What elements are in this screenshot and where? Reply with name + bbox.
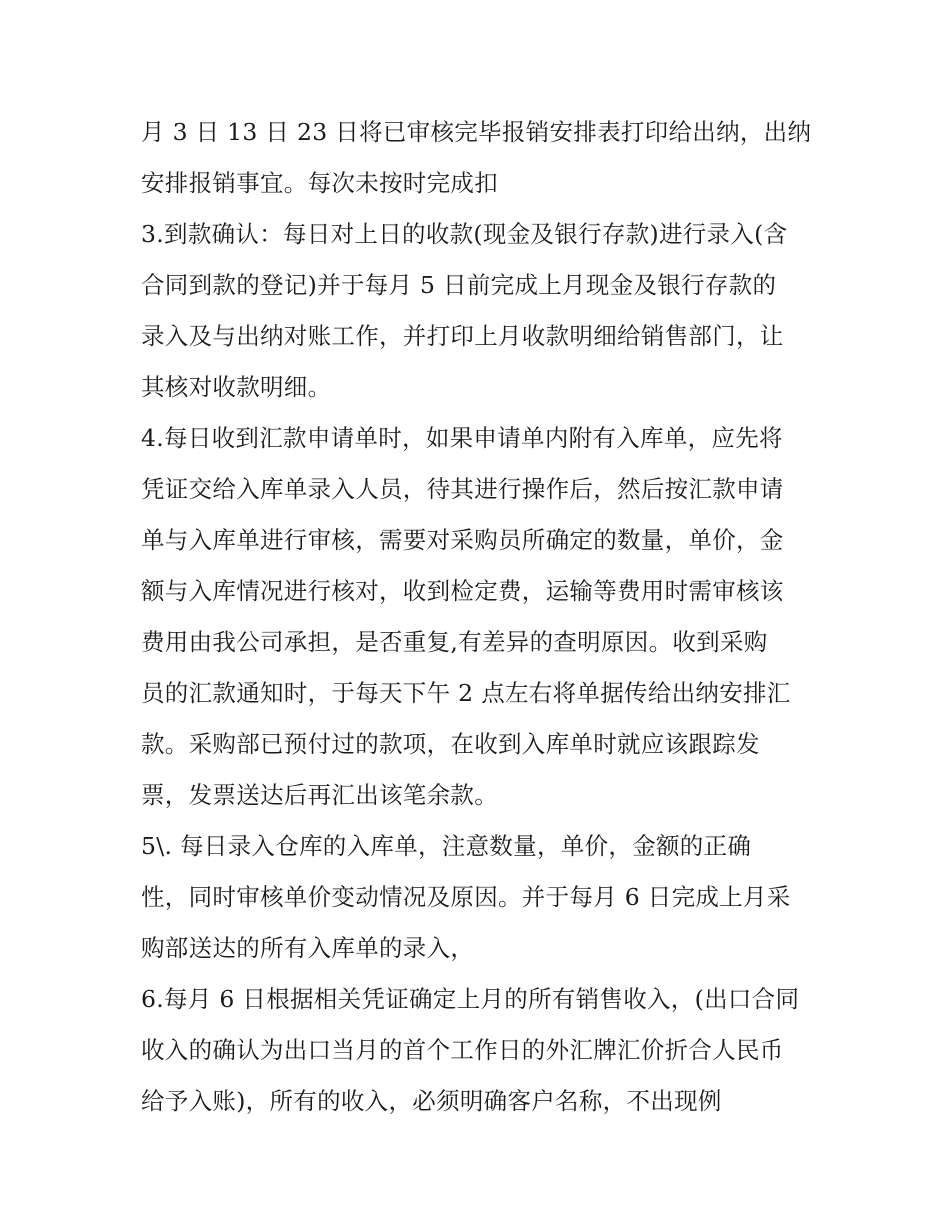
text-line: 性，同时审核单价变动情况及原因。并于每月 6 日完成上月采 [141, 883, 791, 911]
text-line: 6.每月 6 日根据相关凭证确定上月的所有销售收入，(出口合同 [141, 985, 800, 1013]
text-line: 给予入账)，所有的收入，必须明确客户名称，不出现例 [141, 1087, 722, 1115]
text-line: 录入及与出纳对账工作，并打印上月收款明细给销售部门，让 [141, 322, 784, 350]
text-line: 款。采购部已预付过的款项，在收到入库单时就应该跟踪发 [141, 730, 760, 758]
text-line: 安排报销事宜。每次未按时完成扣 [141, 169, 498, 197]
text-line: 其核对收款明细。 [141, 373, 332, 401]
text-line: 费用由我公司承担，是否重复,有差异的查明原因。收到采购 [141, 628, 768, 656]
text-line: 凭证交给入库单录入人员，待其进行操作后，然后按汇款申请 [141, 475, 784, 503]
document-body [141, 107, 821, 1127]
text-line: 月 3 日 13 日 23 日将已审核完毕报销安排表打印给出纳，出纳 [141, 118, 812, 146]
text-line: 3.到款确认：每日对上日的收款(现金及银行存款)进行录入(含 [141, 220, 788, 248]
text-line: 票，发票送达后再汇出该笔余款。 [141, 781, 498, 809]
text-line: 5\. 每日录入仓库的入库单，注意数量，单价，金额的正确 [141, 832, 752, 860]
text-line: 合同到款的登记)并于每月 5 日前完成上月现金及银行存款的 [141, 271, 777, 299]
text-line: 4.每日收到汇款申请单时，如果申请单内附有入库单，应先将 [141, 424, 783, 452]
text-line: 收入的确认为出口当月的首个工作日的外汇牌汇价折合人民币 [141, 1036, 784, 1064]
text-line: 额与入库情况进行核对，收到检定费，运输等费用时需审核该 [141, 577, 784, 605]
text-line: 单与入库单进行审核，需要对采购员所确定的数量，单价，金 [141, 526, 784, 554]
text-line: 购部送达的所有入库单的录入， [141, 934, 475, 962]
text-line: 员的汇款通知时，于每天下午 2 点左右将单据传给出纳安排汇 [141, 679, 791, 707]
